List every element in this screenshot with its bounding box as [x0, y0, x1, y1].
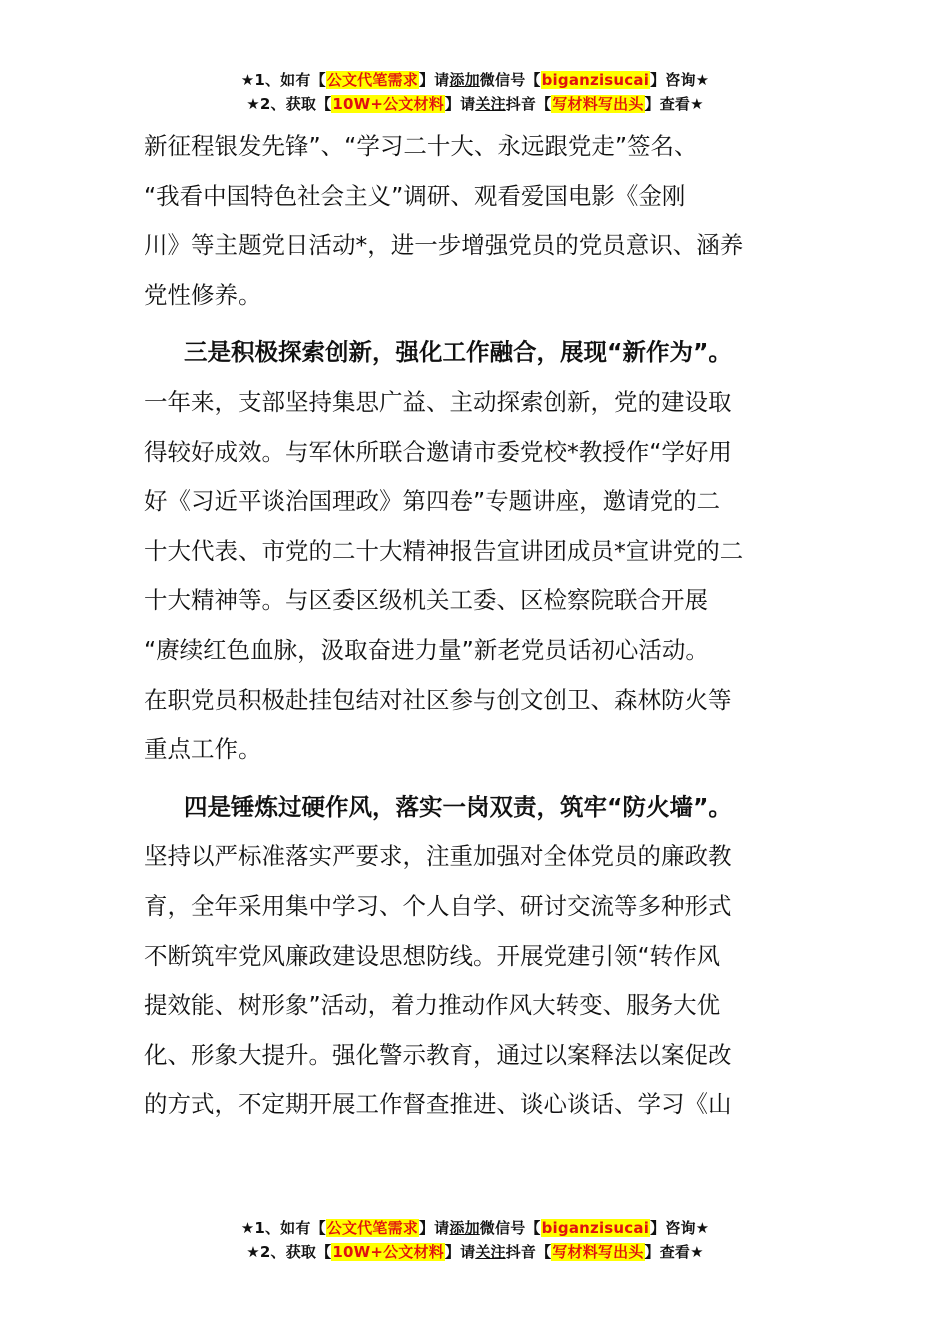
- wechat-id-highlight: biganzisucai: [541, 1219, 650, 1237]
- douyin-id-highlight: 写材料写出头: [552, 1243, 644, 1261]
- text-line: 不断筑牢党风廉政建设思想防线。开展党建引领“转作风: [144, 941, 721, 970]
- text-line: 的方式，不定期开展工作督查推进、谈心谈话、学习《山: [144, 1090, 732, 1119]
- banner-highlight: 公文代笔需求: [326, 71, 418, 89]
- banner-text: 】请: [418, 71, 450, 89]
- banner-highlight: 10W+公文材料: [332, 1243, 444, 1261]
- banner-text: ★2、获取【: [246, 1243, 332, 1261]
- banner-text: 】查看★: [644, 95, 704, 113]
- banner-line-2: [0, 92, 950, 116]
- banner-text: 微信号【: [479, 71, 541, 89]
- banner-highlight: 公文代笔需求: [326, 1219, 418, 1237]
- banner-underline-text: 添加: [449, 1219, 480, 1237]
- section-heading: [144, 783, 808, 833]
- banner-underline-text: 添加: [449, 71, 480, 89]
- text-line: “赓续红色血脉，汲取奋进力量”新老党员话初心活动。: [144, 635, 709, 664]
- section-heading: [144, 328, 808, 378]
- banner-text: 】咨询★: [650, 71, 710, 89]
- wechat-id-highlight: biganzisucai: [541, 71, 650, 89]
- text-line: 十大代表、市党的二十大精神报告宣讲团成员*宣讲党的二: [144, 536, 744, 565]
- banner-text: 】查看★: [644, 1243, 704, 1261]
- document-body: [144, 122, 808, 1130]
- header-banner: [0, 68, 950, 116]
- banner-text: 】咨询★: [650, 1219, 710, 1237]
- text-line: 党性修养。: [144, 280, 262, 309]
- banner-text: 】请: [444, 95, 476, 113]
- banner-text: 】请: [418, 1219, 450, 1237]
- banner-underline-text: 关注: [475, 1243, 506, 1261]
- banner-text: ★1、如有【: [240, 71, 326, 89]
- paragraph-3: [144, 783, 808, 1130]
- text-line: 重点工作。: [144, 735, 262, 764]
- banner-text: 微信号【: [479, 1219, 541, 1237]
- footer-banner: [0, 1216, 950, 1264]
- text-line: 十大精神等。与区委区级机关工委、区检察院联合开展: [144, 586, 708, 615]
- paragraph-2: [144, 328, 808, 774]
- text-line: 一年来，支部坚持集思广益、主动探索创新，党的建设取: [144, 387, 732, 416]
- text-line: 提效能、树形象”活动，着力推动作风大转变、服务大优: [144, 991, 721, 1020]
- banner-text: ★2、获取【: [246, 95, 332, 113]
- section-heading-text: 三是积极探索创新，强化工作融合，展现“新作为”。: [184, 338, 732, 367]
- text-line: 化、形象大提升。强化警示教育，通过以案释法以案促改: [144, 1040, 732, 1069]
- section-heading-text: 四是锤炼过硬作风，落实一岗双责，筑牢“防火墙”。: [184, 792, 732, 821]
- banner-line-2: [0, 1240, 950, 1264]
- douyin-id-highlight: 写材料写出头: [552, 95, 644, 113]
- text-line: 新征程银发先锋”、“学习二十大、永远跟党走”签名、: [144, 132, 698, 160]
- text-line: 育，全年采用集中学习、个人自学、研讨交流等多种形式: [144, 891, 732, 920]
- text-line: “我看中国特色社会主义”调研、观看爱国电影《金刚: [144, 181, 686, 210]
- banner-underline-text: 关注: [475, 95, 506, 113]
- text-line: 好《习近平谈治国理政》第四卷”专题讲座，邀请党的二: [144, 487, 721, 516]
- text-line: 坚持以严标准落实严要求，注重加强对全体党员的廉政教: [144, 842, 732, 871]
- text-line: 川》等主题党日活动*，进一步增强党员的党员意识、涵养: [144, 231, 744, 260]
- banner-highlight: 10W+公文材料: [332, 95, 444, 113]
- banner-line-1: [0, 68, 950, 92]
- banner-text: ★1、如有【: [240, 1219, 326, 1237]
- banner-text: 抖音【: [505, 1243, 552, 1261]
- banner-text: 抖音【: [505, 95, 552, 113]
- text-line: 在职党员积极赴挂包结对社区参与创文创卫、森林防火等: [144, 685, 732, 714]
- banner-line-1: [0, 1216, 950, 1240]
- text-line: 得较好成效。与军休所联合邀请市委党校*教授作“学好用: [144, 437, 732, 466]
- paragraph-1: [144, 122, 808, 320]
- banner-text: 】请: [444, 1243, 476, 1261]
